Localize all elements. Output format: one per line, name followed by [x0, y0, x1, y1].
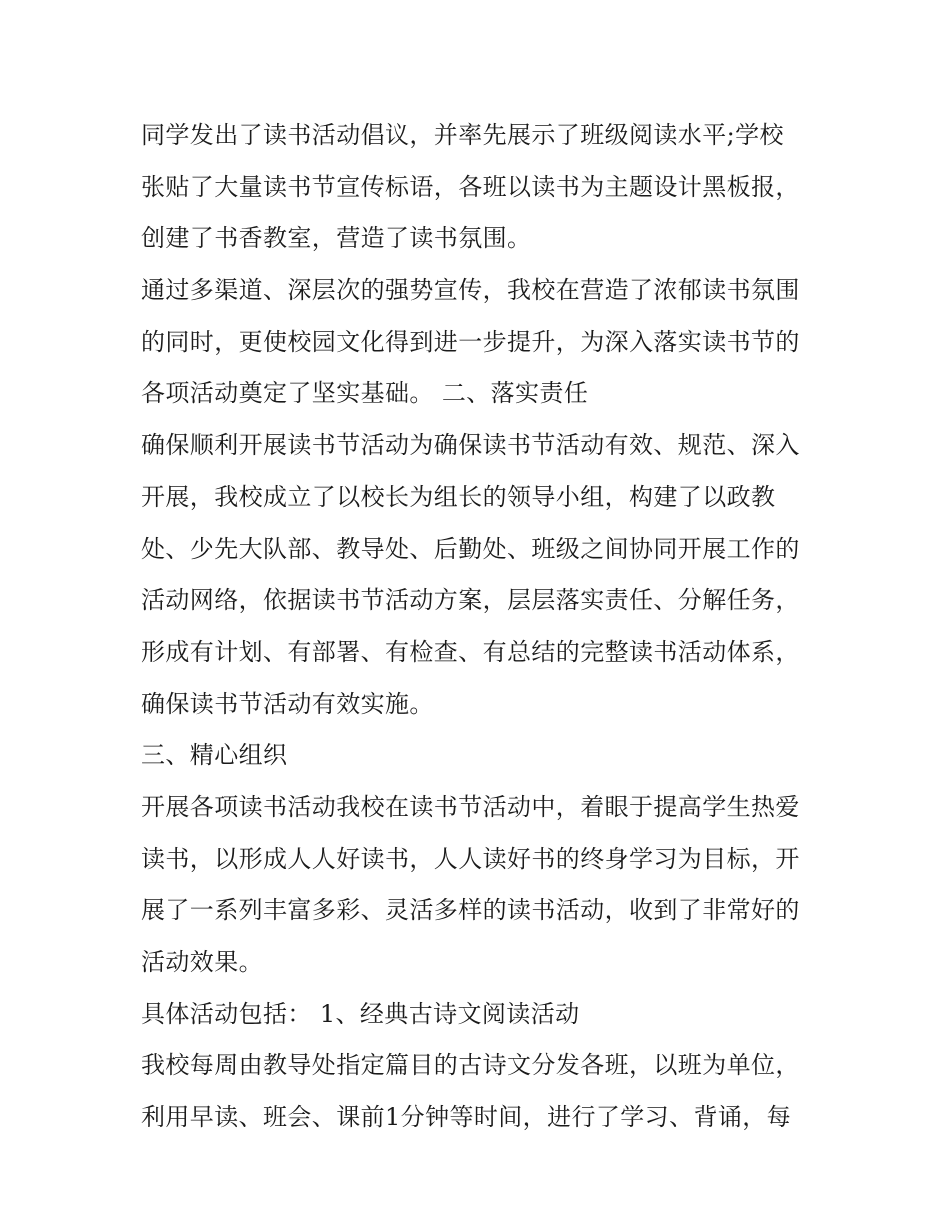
- text-line: 活动效果。: [141, 948, 263, 976]
- text-line: 开展，我校成立了以校长为组长的领导小组，构建了以政教: [141, 482, 776, 511]
- text-line: 各项活动奠定了坚实基础。 二、落实责任: [141, 379, 589, 408]
- text-line: 确保顺利开展读书节活动为确保读书节活动有效、规范、深入: [141, 431, 800, 460]
- text-line: 开展各项读书活动我校在读书节活动中，着眼于提高学生热爱: [141, 792, 800, 821]
- text-line: 读书，以形成人人好读书，人人读好书的终身学习为目标，开: [141, 844, 800, 873]
- text-line: 确保读书节活动有效实施。: [141, 689, 434, 718]
- text-line: 张贴了大量读书节宣传标语，各班以读书为主题设计黑板报，: [141, 172, 800, 201]
- text-line: 展了一系列丰富多彩、灵活多样的读书活动，收到了非常好的: [141, 896, 800, 925]
- text-line: 活动网络，依据读书节活动方案，层层落实责任、分解任务，: [141, 586, 800, 615]
- text-line: 具体活动包括： 1、经典古诗文阅读活动: [141, 999, 580, 1028]
- section-heading: 三、精心组织: [141, 741, 288, 770]
- text-line: 利用早读、班会、课前1分钟等时间，进行了学习、背诵，每: [141, 1103, 792, 1132]
- document-body: [141, 110, 831, 1144]
- text-line: 处、少先大队部、教导处、后勤处、班级之间协同开展工作的: [141, 534, 800, 563]
- text-line: 形成有计划、有部署、有检查、有总结的完整读书活动体系，: [141, 637, 800, 666]
- text-line: 创建了书香教室，营造了读书氛围。: [141, 224, 532, 253]
- text-line: 的同时，更使校园文化得到进一步提升，为深入落实读书节的: [141, 327, 800, 356]
- text-line: 同学发出了读书活动倡议，并率先展示了班级阅读水平;学校: [141, 121, 784, 149]
- text-line: 我校每周由教导处指定篇目的古诗文分发各班，以班为单位，: [141, 1051, 800, 1080]
- text-line: 通过多渠道、深层次的强势宣传，我校在营造了浓郁读书氛围: [141, 276, 800, 305]
